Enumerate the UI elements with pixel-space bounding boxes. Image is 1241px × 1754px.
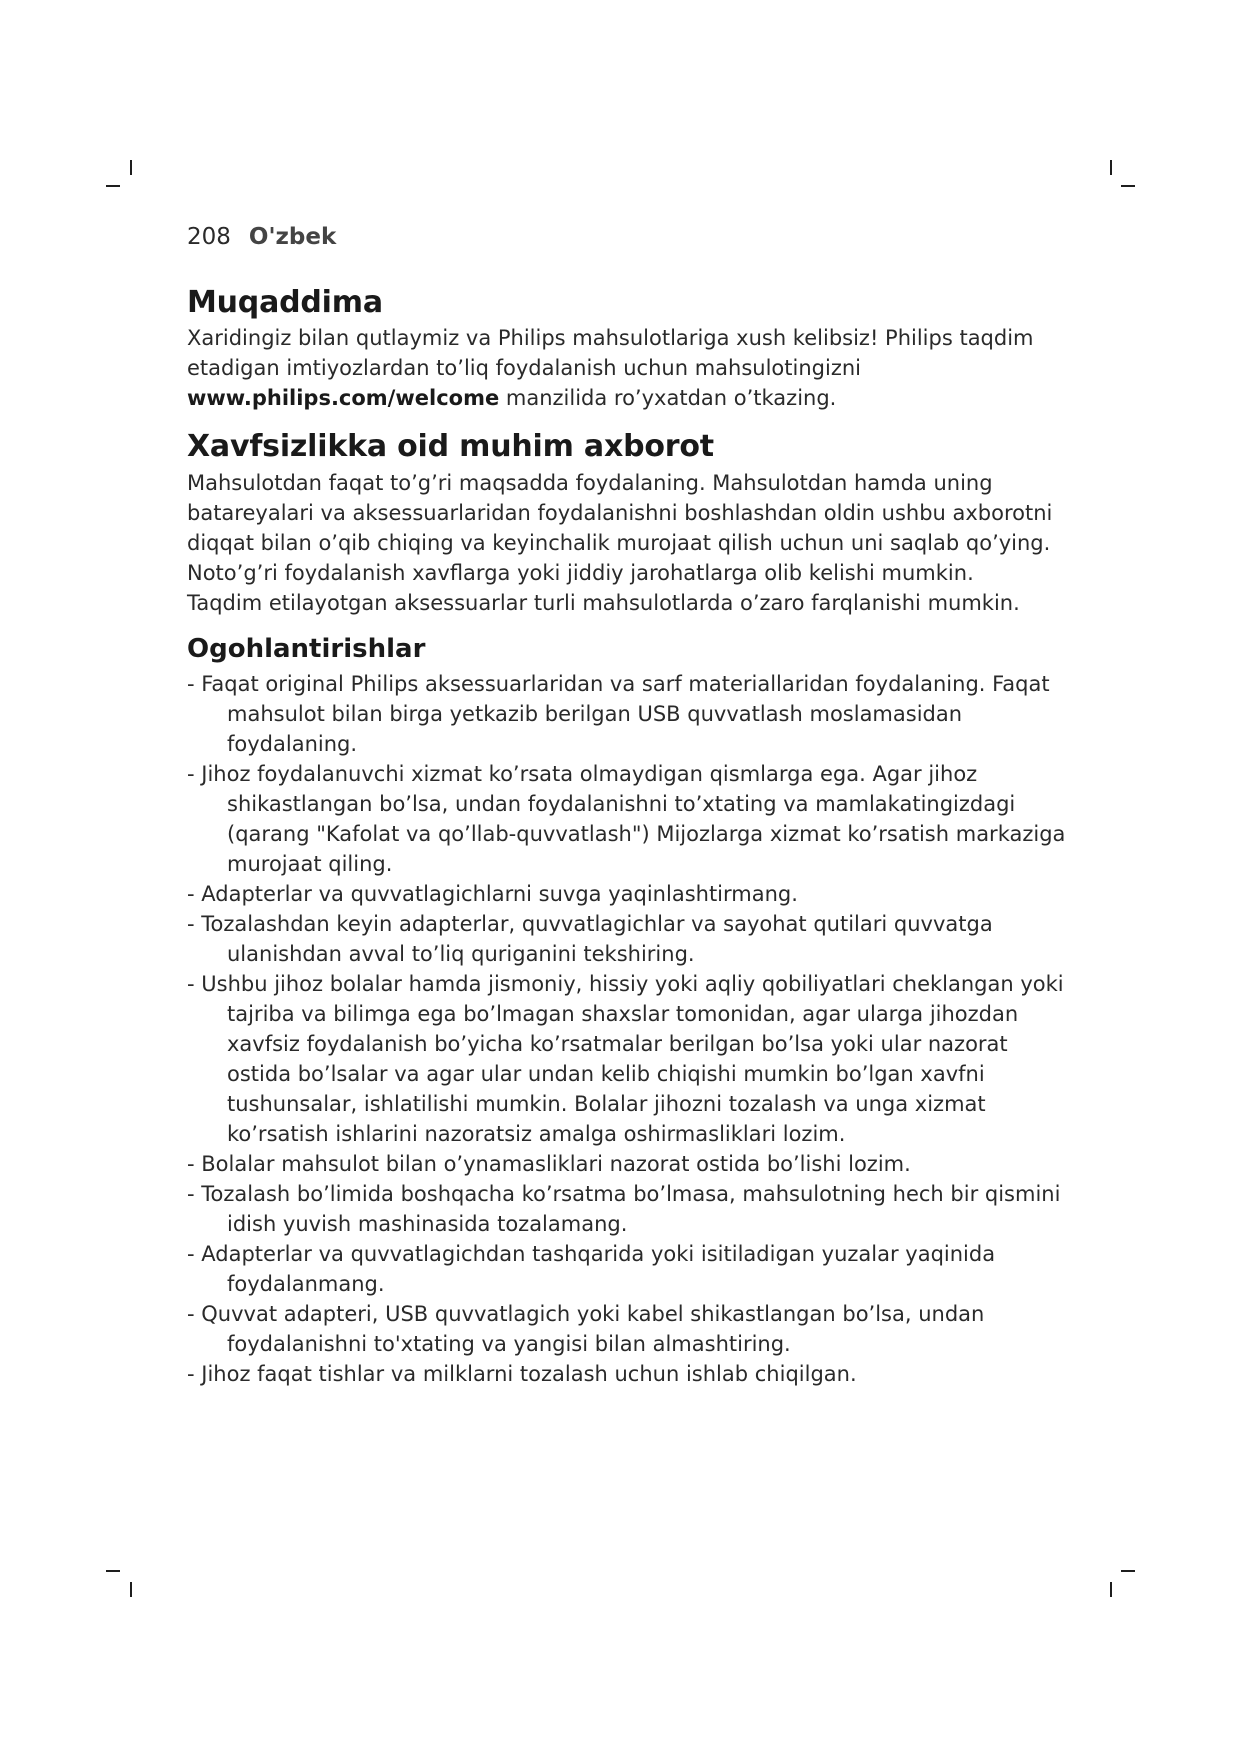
warnings-list	[187, 669, 1077, 1389]
safety-paragraph-2: Taqdim etilayotgan aksessuarlar turli mahsulotlarda o’zaro farqlanishi mumkin.	[187, 591, 1020, 615]
crop-mark-top-left-vertical	[130, 160, 132, 175]
page-number: 208	[187, 224, 231, 250]
warning-item: - Adapterlar va quvvatlagichdan tashqarida yoki isitiladigan yuzalar yaqinida foydalanmang.	[187, 1239, 1077, 1299]
warning-item: - Adapterlar va quvvatlagichlarni suvga yaqinlashtirmang.	[187, 879, 1077, 909]
safety-title: Xavfsizlikka oid muhim axborot	[187, 429, 714, 464]
section-language: O'zbek	[248, 224, 337, 250]
warning-item: - Jihoz faqat tishlar va milklarni tozalash uchun ishlab chiqilgan.	[187, 1359, 1077, 1389]
warning-item: - Faqat original Philips aksessuarlaridan va sarf materiallaridan foydalaning. Faqat mahsulot bilan birga yetkazib berilgan USB quvvatlash moslamasidan foydalaning.	[187, 669, 1077, 759]
crop-mark-bottom-left-vertical	[130, 1582, 132, 1597]
safety-paragraph-1: Mahsulotdan faqat to’g’ri maqsadda foydalaning. Mahsulotdan hamda uning batareyalari va aksessuarlaridan foydalanishni boshlashdan oldin ushbu axborotni diqqat bilan o’qib chiqing va keyinchalik murojaat qilish uchun uni saqlab qo’ying. Noto’g’ri foydalanish xavflarga yoki jiddiy jarohatlarga olib kelishi mumkin.	[187, 471, 1053, 585]
crop-mark-bottom-right-horizontal	[1121, 1570, 1135, 1572]
intro-text-end: manzilida ro’yxatdan o’tkazing.	[499, 386, 837, 410]
warning-item: - Tozalashdan keyin adapterlar, quvvatlagichlar va sayohat qutilari quvvatga ulanishdan avval to’liq quriganini tekshiring.	[187, 909, 1077, 969]
warnings-title: Ogohlantirishlar	[187, 634, 426, 664]
intro-paragraph	[187, 323, 1077, 413]
crop-mark-top-left-horizontal	[106, 185, 120, 187]
page-header	[187, 222, 336, 252]
crop-mark-top-right-vertical	[1110, 160, 1112, 175]
crop-mark-bottom-right-vertical	[1110, 1582, 1112, 1597]
warning-item: - Jihoz foydalanuvchi xizmat ko’rsata olmaydigan qismlarga ega. Agar jihoz shikastlangan bo’lsa, undan foydalanishni to’xtating va mamlakatingizdagi (qarang "Kafolat va qo’llab-quvvatlash") Mijozlarga xizmat ko’rsatish markaziga murojaat qiling.	[187, 759, 1077, 879]
warning-item: - Bolalar mahsulot bilan o’ynamasliklari nazorat ostida bo’lishi lozim.	[187, 1149, 1077, 1179]
intro-title: Muqaddima	[187, 285, 383, 320]
crop-mark-top-right-horizontal	[1121, 185, 1135, 187]
welcome-url-link[interactable]: www.philips.com/welcome	[187, 386, 500, 410]
warning-item: - Ushbu jihoz bolalar hamda jismoniy, hissiy yoki aqliy qobiliyatlari cheklangan yoki tajriba va bilimga ega bo’lmagan shaxslar tomonidan, agar ularga jihozdan xavfsiz foydalanish bo’yicha ko’rsatmalar berilgan bo’lsa yoki ular nazorat ostida bo’lsalar va agar ular undan kelib chiqishi mumkin bo’lgan xavfni tushunsalar, ishlatilishi mumkin. Bolalar jihozni tozalash va unga xizmat ko’rsatish ishlarini nazoratsiz amalga oshirmasliklari lozim.	[187, 969, 1077, 1149]
warning-item: - Quvvat adapteri, USB quvvatlagich yoki kabel shikastlangan bo’lsa, undan foydalanishni to'xtating va yangisi bilan almashtiring.	[187, 1299, 1077, 1359]
page-content	[187, 284, 1077, 1389]
crop-mark-bottom-left-horizontal	[106, 1570, 120, 1572]
warning-item: - Tozalash bo’limida boshqacha ko’rsatma bo’lmasa, mahsulotning hech bir qismini idish yuvish mashinasida tozalamang.	[187, 1179, 1077, 1239]
intro-text-start: Xaridingiz bilan qutlaymiz va Philips mahsulotlariga xush kelibsiz! Philips taqdim etadigan imtiyozlardan to’liq foydalanish uchun mahsulotingizni	[187, 326, 1034, 380]
